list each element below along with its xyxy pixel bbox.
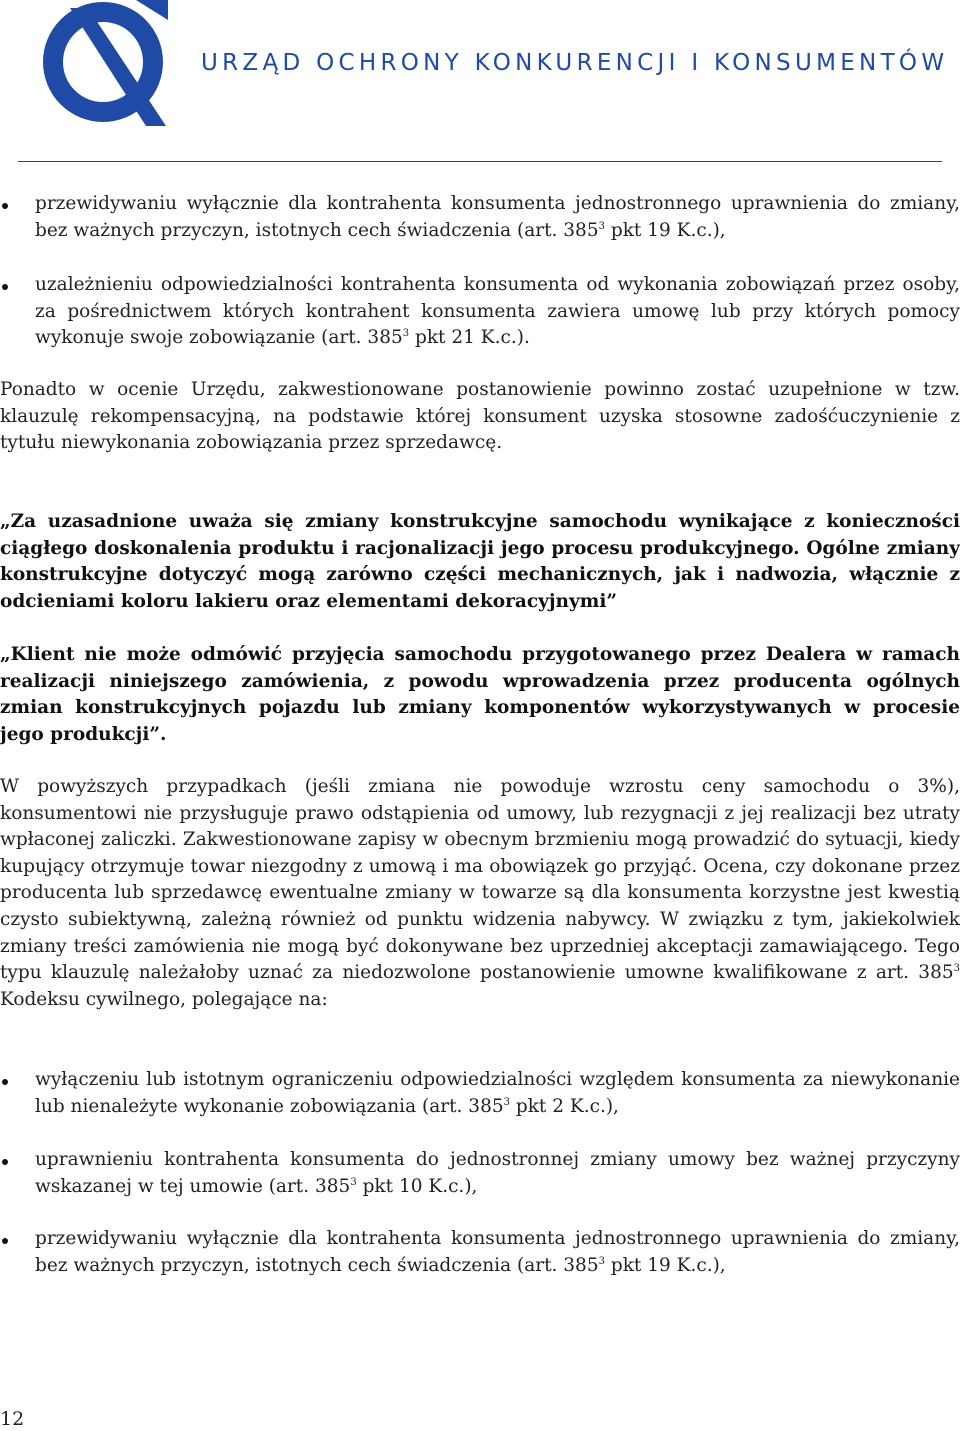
superscript: 3 [598,1255,605,1267]
paragraph-main [0,774,960,1013]
list-item [0,1147,960,1200]
list-item [0,1226,960,1279]
list-item-text: uzależnieniu odpowiedzialności kontrahenta konsumenta od wykonania zobowiązań przez osoby, za pośrednictwem których kontrahent konsumenta zawiera umowę lub przy których pomocy wykonuje swoje zobowiązanie (art. 385 [35,274,960,349]
list-item [0,191,960,244]
paragraph-ponadto: Ponadto w ocenie Urzędu, zakwestionowane postanowienie powinno zostać uzupełnione w tzw. klauzulę rekompensacyjną, na podstawie której konsument uzyska stosowne zadośćuczynienie z tytułu niewykonania zobowiązania przez sprzedawcę. [0,379,960,454]
list-item-text-tail: pkt 10 K.c.), [356,1175,478,1197]
quote-paragraph-2: „Klient nie może odmówić przyjęcia samochodu przygotowanego przez Dealera w ramach realizacji niniejszego zamówienia, z powodu wprowadzenia przez producenta ogólnych zmian konstrukcyjnych pojazdu lub zmiany komponentów wykorzystywanych w procesie jego produkcji”. [0,644,960,745]
organization-name: URZĄD OCHRONY KONKURENCJI I KONSUMENTÓW [201,50,949,76]
superscript: 3 [350,1176,357,1188]
bullet-icon [2,284,8,290]
paragraph-main-tail: Kodeksu cywilnego, polegające na: [0,988,328,1010]
page-number: 12 [0,1408,25,1430]
list-item-text: uprawnieniu kontrahenta konsumenta do jednostronnej zmiany umowy bez ważnej przyczyny wskazanej w tej umowie (art. 385 [35,1149,960,1197]
list-item-text-tail: pkt 19 K.c.), [604,219,726,241]
superscript: 3 [953,963,960,974]
superscript: 3 [598,220,605,232]
list-item-text-tail: pkt 21 K.c.). [409,327,530,349]
header-divider [18,161,942,162]
bullet-icon [2,1079,8,1085]
superscript: 3 [503,1096,510,1108]
list-item [0,272,960,352]
list-item-text: przewidywaniu wyłącznie dla kontrahenta konsumenta jednostronnego uprawnienia do zmiany, bez ważnych przyczyn, istotnych cech świadczenia (art. 385 [35,193,960,241]
list-item-text-tail: pkt 19 K.c.), [604,1254,726,1276]
list-item-text: wyłączeniu lub istotnym ograniczeniu odpowiedzialności względem konsumenta za niewykonanie lub nienależyte wykonanie zobowiązania (art. 385 [35,1069,960,1117]
bullet-icon [2,1159,8,1165]
superscript: 3 [402,328,410,340]
list-item [0,1067,960,1120]
quote-paragraph-1: „Za uzasadnione uważa się zmiany konstrukcyjne samochodu wynikające z konieczności ciągłego doskonalenia produktu i racjonalizacji jego procesu produkcyjnego. Ogólne zmiany konstrukcyjne dotyczyć mogą zarówno części mechanicznych, jak i nadwozia, włącznie z odcieniami koloru lakieru oraz elementami dekoracyjnymi” [0,511,960,612]
uokik-logo [40,0,170,128]
bullet-icon [2,1238,8,1244]
list-item-text: przewidywaniu wyłącznie dla kontrahenta konsumenta jednostronnego uprawnienia do zmiany, bez ważnych przyczyn, istotnych cech świadczenia (art. 385 [35,1228,960,1276]
bullet-icon [2,203,8,209]
paragraph-main-text: W powyższych przypadkach (jeśli zmiana nie powoduje wzrostu ceny samochodu o 3%), konsumentowi nie przysługuje prawo odstąpienia od umowy, lub rezygnacji z jej realizacji bez utraty wpłaconej zaliczki. Zakwestionowane zapisy w obecnym brzmieniu mogą prowadzić do sytuacji, kiedy kupujący otrzymuje towar niezgodny z umową i ma obowiązek go przyjąć. Ocena, czy dokonane przez producenta lub sprzedawcę ewentualne zmiany w towarze są dla konsumenta korzystne jest kwestią czysto subiektywną, zależną również od punktu widzenia nabywcy. W związku z tym, jakiekolwiek zmiany treści zamówienia nie mogą być dokonywane bez uprzedniej akceptacji zamawiającego. Tego typu klauzulę należałoby uznać za niedozwolone postanowienie umowne kwalifikowane z art. 385 [0,776,960,984]
list-item-text-tail: pkt 2 K.c.), [509,1095,619,1117]
